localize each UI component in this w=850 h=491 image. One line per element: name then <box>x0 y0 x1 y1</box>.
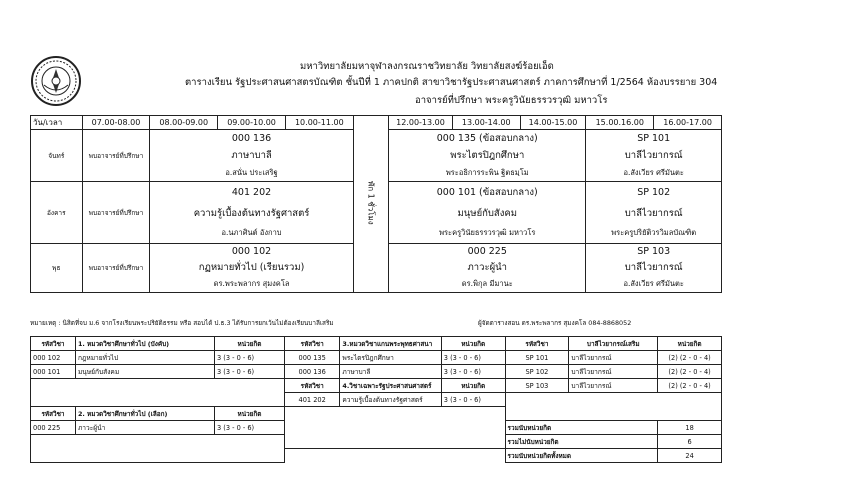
course-teacher: พระอธิการระพิน ฐิตธมฺโม <box>389 165 586 182</box>
day-label: พุธ <box>31 244 83 293</box>
row-code: 000 136 <box>285 365 340 379</box>
row-code: 401 202 <box>285 393 340 407</box>
col-credit-header: หน่วยกิต <box>441 379 505 393</box>
header-line-2: ตารางเรียน รัฐประศาสนศาสตรบัณฑิต ชั้นปีที่ 1 ภาคปกติ สาขาวิชารัฐประศาสนศาสตร์ ภาคการศึกษาที่ 1/2564 ห้องบรรยาย 304 <box>185 77 718 88</box>
time-header-row <box>31 116 722 130</box>
course-code: 000 136 <box>150 130 353 147</box>
note-left: หมายเหตุ : นิสิตที่จบ ม.6 จากโรงเรียนพระปริยัติธรรม หรือ สอบได้ ป.ธ.3 ได้รับการยกเว้นไม่ต้องเรียนบาลีเสริม <box>30 319 334 327</box>
row-name: ภาวะผู้นำ <box>75 421 214 435</box>
row-credit: (2) (2 - 0 - 4) <box>658 379 722 393</box>
empty-cell <box>31 379 285 407</box>
time-slot: 16.00-17.00 <box>654 116 722 130</box>
table-row <box>31 365 722 379</box>
row-credit: 3 (3 - 0 - 6) <box>441 393 505 407</box>
total-value: 24 <box>658 449 722 463</box>
schedule-table <box>30 115 722 293</box>
col-code-header: รหัสวิชา <box>285 379 340 393</box>
row-credit: 3 (3 - 0 - 6) <box>441 351 505 365</box>
course-teacher: อ.สนั่น ประเสริฐ <box>150 165 353 182</box>
course-teacher: พระครูวินัยธรรวรวุฒิ มหาวโร <box>389 224 586 244</box>
total-label: รวมไม่นับหน่วยกิต <box>505 435 658 449</box>
col-code-header: รหัสวิชา <box>31 337 76 351</box>
row-credit: 3 (3 - 0 - 6) <box>214 421 284 435</box>
row-code: SP 102 <box>505 365 569 379</box>
day-label: อังคาร <box>31 182 83 244</box>
empty-cell <box>285 449 506 463</box>
course-name: ความรู้เบื้องต้นทางรัฐศาสตร์ <box>150 204 353 224</box>
time-slot: 07.00-08.00 <box>82 116 150 130</box>
row-credit: (2) (2 - 0 - 4) <box>658 365 722 379</box>
row-credit: 3 (3 - 0 - 6) <box>214 365 284 379</box>
row-name: พระไตรปิฎกศึกษา <box>340 351 441 365</box>
lunch-break <box>353 116 388 293</box>
row-name: บาลีไวยากรณ์ <box>569 351 658 365</box>
course-name: ภาษาบาลี <box>150 147 353 165</box>
empty-cell <box>285 407 506 449</box>
row-credit: 3 (3 - 0 - 6) <box>214 351 284 365</box>
course-teacher: อ.สังเวียร ศรีมันตะ <box>586 277 722 293</box>
course-code: 000 225 <box>389 244 586 259</box>
row-code: 000 135 <box>285 351 340 365</box>
course-code: 000 102 <box>150 244 353 259</box>
row-name: มนุษย์กับสังคม <box>75 365 214 379</box>
course-code: 401 202 <box>150 182 353 204</box>
group1-title: 1. หมวดวิชาศึกษาทั่วไป (บังคับ) <box>75 337 214 351</box>
course-teacher: อ.สังเวียร ศรีมันตะ <box>586 165 722 182</box>
course-teacher: พระครูปริยัติวรวิมลบัณฑิต <box>586 224 722 244</box>
row-name: บาลีไวยากรณ์ <box>569 365 658 379</box>
empty-cell <box>505 393 721 421</box>
course-code: SP 103 <box>586 244 722 259</box>
col-credit-header: หน่วยกิต <box>658 337 722 351</box>
time-slot: 12.00-13.00 <box>389 116 453 130</box>
group2-title: 2. หมวดวิชาศึกษาทั่วไป (เลือก) <box>75 407 214 421</box>
course-teacher: ดร.พิกุล มีมานะ <box>389 277 586 293</box>
row-credit: (2) (2 - 0 - 4) <box>658 351 722 365</box>
note-right: ผู้จัดตารางสอน ดร.พระพลากร สุมงคโล 084-8868052 <box>478 319 632 327</box>
col-credit-header: หน่วยกิต <box>441 337 505 351</box>
group3-title: 3.หมวดวิชาแกนพระพุทธศาสนา <box>340 337 441 351</box>
col-code-header: รหัสวิชา <box>505 337 569 351</box>
course-code: SP 102 <box>586 182 722 204</box>
row-credit: 3 (3 - 0 - 6) <box>441 365 505 379</box>
course-name: พระไตรปิฎกศึกษา <box>389 147 586 165</box>
course-name: มนุษย์กับสังคม <box>389 204 586 224</box>
col-code-header: รหัสวิชา <box>31 407 76 421</box>
advisor-slot: พบอาจารย์ที่ปรึกษา <box>82 244 150 293</box>
header-line-1: มหาวิทยาลัยมหาจุฬาลงกรณราชวิทยาลัย วิทยาลัยสงฆ์ร้อยเอ็ด <box>300 61 554 72</box>
total-value: 18 <box>658 421 722 435</box>
table-row <box>31 379 722 393</box>
course-name: ภาวะผู้นำ <box>389 259 586 277</box>
lunch-label: พัก 1 ชั่วโมง <box>366 181 376 225</box>
time-slot: 15.00.16.00 <box>586 116 654 130</box>
row-name: ความรู้เบื้องต้นทางรัฐศาสตร์ <box>340 393 441 407</box>
university-seal <box>30 55 82 107</box>
course-name: บาลีไวยากรณ์ <box>586 259 722 277</box>
course-teacher: ดร.พระพลากร สุมงคโล <box>150 277 353 293</box>
course-name: บาลีไวยากรณ์ <box>586 147 722 165</box>
row-code: 000 225 <box>31 421 76 435</box>
row-name: ภาษาบาลี <box>340 365 441 379</box>
course-name: บาลีไวยากรณ์ <box>586 204 722 224</box>
group4-title: 4.วิชาเฉพาะรัฐประศาสนศาสตร์ <box>340 379 441 393</box>
advisor-slot: พบอาจารย์ที่ปรึกษา <box>82 130 150 182</box>
col-credit-header: หน่วยกิต <box>214 407 284 421</box>
row-code: SP 101 <box>505 351 569 365</box>
row-code: 000 102 <box>31 351 76 365</box>
time-slot: 08.00-09.00 <box>150 116 218 130</box>
day-label: จันทร์ <box>31 130 83 182</box>
row-code: SP 103 <box>505 379 569 393</box>
group5-title: บาลีไวยากรณ์เสริม <box>569 337 658 351</box>
empty-cell <box>31 435 285 463</box>
total-value: 6 <box>658 435 722 449</box>
col-credit-header: หน่วยกิต <box>214 337 284 351</box>
advisor-slot: พบอาจารย์ที่ปรึกษา <box>82 182 150 244</box>
time-slot: 13.00-14.00 <box>452 116 520 130</box>
course-code: 000 101 (ข้อสอบกลาง) <box>389 182 586 204</box>
total-label: รวมนับหน่วยกิต <box>505 421 658 435</box>
time-slot: 10.00-11.00 <box>285 116 353 130</box>
course-name: กฏหมายทั่วไป (เรียนรวม) <box>150 259 353 277</box>
summary-header-row <box>31 337 722 351</box>
time-slot: 14.00-15.00 <box>520 116 586 130</box>
course-code: SP 101 <box>586 130 722 147</box>
col-code-header: รหัสวิชา <box>285 337 340 351</box>
row-name: กฎหมายทั่วไป <box>75 351 214 365</box>
table-row <box>31 351 722 365</box>
credit-summary-table <box>30 336 722 463</box>
time-slot: 09.00-10.00 <box>218 116 286 130</box>
corner-cell: วัน/เวลา <box>31 116 83 130</box>
total-label: รวมนับหน่วยกิตทั้งหมด <box>505 449 658 463</box>
row-name: บาลีไวยากรณ์ <box>569 379 658 393</box>
course-code: 000 135 (ข้อสอบกลาง) <box>389 130 586 147</box>
header-line-3: อาจารย์ที่ปรึกษา พระครูวินัยธรรวรวุฒิ มหาวโร <box>415 95 608 106</box>
course-teacher: อ.นภาศินต์ อังกาบ <box>150 224 353 244</box>
row-code: 000 101 <box>31 365 76 379</box>
